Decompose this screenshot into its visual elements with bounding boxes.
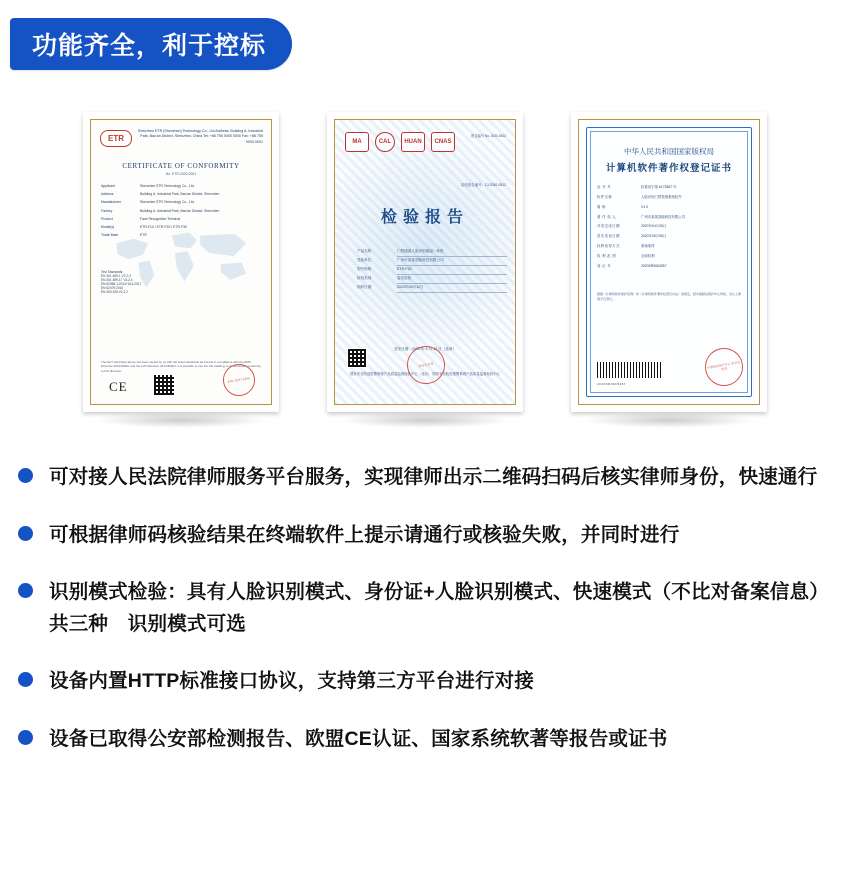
field-key: 受检单位: [357, 257, 372, 262]
report-field: [357, 275, 507, 284]
certificate-field: [101, 192, 265, 196]
standard-item: EN 301 489-17 V3.2.4: [101, 278, 133, 282]
barcode-icon: [597, 362, 663, 378]
barcode-label: 2020SR0663287: [597, 382, 627, 386]
field-key: 权利取得方式: [597, 244, 620, 249]
field-key: Applicant: [101, 184, 115, 188]
certificate-standards-block: [101, 270, 269, 294]
standards-label: Test Standards:: [101, 270, 124, 274]
field-key: Address: [101, 192, 114, 197]
ce-marking-icon: CE: [109, 379, 128, 394]
field-value: 2020年04月26日: [641, 224, 667, 229]
field-key: 著 作 权 人: [597, 214, 617, 219]
feature-bullet-item: [18, 462, 820, 494]
certificate-field: [101, 184, 265, 188]
report-field: [357, 257, 507, 266]
field-key: Manufacturer: [101, 200, 121, 205]
certificate-field: [101, 217, 265, 221]
standard-item: EN 300 328 V2.2.2: [101, 290, 128, 294]
certificate-company-header: Shenzhen ETR (Shenzhen) Technology Co., Ltd Address: Building A, Industrial Park, Bao'an District, Shenzhen, China Tel: +86 755 0000 0000 Fax: +86 755 0000 0001: [137, 129, 263, 144]
field-key: 型号规格: [357, 266, 372, 271]
certificate-frame-inner: [334, 119, 516, 405]
certificate-shadow: [583, 412, 755, 428]
certificate-frame-inner: [90, 119, 272, 405]
field-key: 首次发表日期: [597, 234, 620, 239]
certificate-field: [101, 225, 265, 229]
field-key: 简 称: [597, 204, 606, 209]
field-key: 开发完成日期: [597, 224, 620, 229]
cal-mark-icon: CAL: [375, 132, 395, 152]
field-key: Factory: [101, 208, 113, 213]
bullet-dot-icon: [18, 468, 33, 483]
report-field: [357, 284, 507, 293]
field-value: 2020SR0663287: [641, 263, 667, 268]
field-value: ETR-F20: [397, 266, 507, 275]
field-value: 门禁通道人脸识别测温一体机: [397, 248, 507, 257]
certificate-field: [101, 233, 265, 237]
copyright-field: [597, 223, 755, 229]
standard-item: EN 62368-1:2014+A11:2017: [101, 282, 142, 286]
red-seal-stamp-icon: 检验专用章: [404, 343, 448, 387]
copyright-field: [597, 243, 755, 249]
certificate-software-copyright: [571, 112, 767, 412]
certificate-title: CERTIFICATE OF CONFORMITY: [122, 162, 240, 170]
accreditation-marks: [345, 132, 455, 152]
field-key: Product: [101, 216, 113, 221]
copyright-authority-name: 中华人民共和国国家版权局: [624, 147, 714, 156]
certificate-field-list: [101, 184, 265, 241]
bullet-dot-icon: [18, 730, 33, 745]
copyright-field: [597, 263, 755, 269]
report-title: 检验报告: [380, 209, 469, 226]
feature-bullet-item: [18, 666, 820, 698]
cnas-mark-icon: CNAS: [431, 132, 455, 152]
copyright-field: [597, 184, 755, 190]
report-issuing-organization: 国家安全防范报警系统产品质量监督检验中心（北京） 国家安全防范报警系统产品质量监督检验中心: [349, 372, 501, 377]
field-value: ETR: [140, 233, 147, 238]
report-number: 检验报告编号：ZJ-2020-0512: [461, 183, 506, 187]
certificate-shadow: [339, 412, 511, 428]
copyright-field: [597, 204, 755, 210]
feature-bullet-text: 可根据律师码核验结果在终端软件上提示请通行或核验失败，并同时进行: [49, 523, 680, 546]
field-value: Building A, Industrial Park, Bao'an District, Shenzhen: [140, 208, 220, 213]
feature-bullet-text: 设备内置HTTP标准接口协议，支持第三方平台进行对接: [49, 670, 535, 693]
copyright-field: [597, 194, 755, 200]
section-header-badge: [10, 18, 292, 70]
report-field: [357, 248, 507, 257]
field-key: 权 利 范 围: [597, 254, 617, 259]
bullet-dot-icon: [18, 583, 33, 598]
bullet-dot-icon: [18, 526, 33, 541]
certificate-frame-inner: [578, 119, 760, 405]
standard-item: EN 301 489-1 V2.2.3: [101, 274, 131, 278]
copyright-note: 根据《计算机软件保护条例》和《计算机软件著作权登记办法》的规定，经中国版权保护中心审核，对以上事项予以登记。: [597, 292, 742, 302]
certificate-shadow: [95, 412, 267, 428]
field-value: 委托检验: [397, 275, 507, 284]
certificate-subtitle: No. ETR-2020-0001: [165, 172, 197, 176]
bullet-dot-icon: [18, 672, 33, 687]
field-key: 证 书 号: [597, 185, 612, 189]
certificate-ce-conformity: [83, 112, 279, 412]
field-key: 登 记 号: [597, 263, 612, 268]
red-seal-stamp-icon: 中国版权保护中心 登记专用章: [702, 345, 746, 389]
standard-item: EN 62479:2010: [101, 286, 124, 290]
red-seal-stamp-icon: ETR TEST SEAL: [220, 361, 257, 398]
copyright-field: [597, 233, 755, 239]
field-value: 人脸识别门禁管理系统软件: [641, 194, 682, 199]
report-field: [357, 266, 507, 275]
feature-bullet-item: [18, 577, 820, 640]
copyright-field: [597, 214, 755, 220]
feature-bullet-item: [18, 724, 820, 756]
report-issue-date: 签发日期：2020 年 6 月 12 日（盖章）: [393, 347, 457, 351]
feature-bullet-text: 识别模式检验：具有人脸识别模式、身份证+人脸识别模式、快速模式（不比对备案信息）共三种 识别模式可选: [49, 581, 820, 635]
feature-bullet-text: 可对接人民法院律师服务平台服务，实现律师出示二维码扫码后核实律师身份，快速通行: [49, 466, 818, 488]
report-code: 报告编号 No. 2020-0512: [471, 134, 506, 138]
etr-logo-icon: ETR: [100, 130, 132, 147]
report-field-list: [357, 248, 507, 293]
field-value: 全部权利: [641, 254, 655, 259]
certificate-gallery: [0, 112, 850, 432]
field-value: 广州市某某智能科技有限公司: [641, 214, 686, 219]
qr-code-icon: [153, 374, 175, 396]
field-value: 2020年05月08日: [641, 234, 667, 239]
certificate-footnote: The EUT described above has been tested by us with the listed standards and found in compliance with the EMC Directive 2014/30/EU and the LVD Directive 2014/35/EU. It is possible to use the CE marking, to demonstrate conformity to this directive.: [101, 359, 261, 374]
field-value: 广州市某某智能科技有限公司: [397, 257, 507, 266]
copyright-certificate-title: 计算机软件著作权登记证书: [605, 164, 732, 174]
certificate-field: [101, 200, 265, 204]
page-title: 功能齐全，利于控标: [32, 32, 267, 60]
field-value: 原始取得: [641, 244, 655, 249]
field-value: V1.0: [641, 204, 648, 209]
field-value: 2020年05月12日: [397, 284, 507, 293]
feature-bullet-list: [0, 462, 850, 781]
field-key: 软件名称: [597, 194, 613, 199]
field-value: ETR-F10 / ETR-F20 / ETR-F30: [140, 224, 187, 229]
field-value: Shenzhen ETR Technology Co., Ltd.: [140, 200, 195, 205]
huan-mark-icon: HUAN: [401, 132, 425, 152]
certificate-field: [101, 209, 265, 213]
field-key: 检验类别: [357, 275, 372, 280]
field-key: Model(s): [101, 224, 115, 229]
certificate-inspection-report: [327, 112, 523, 412]
field-key: Trade Mark: [101, 233, 119, 238]
field-key: 抽样日期: [357, 284, 372, 289]
field-value: 软著登字第 6173867 号: [641, 185, 677, 189]
field-value: Building A, Industrial Park, Bao'an District, Shenzhen: [140, 192, 220, 197]
copyright-field-list: [597, 184, 755, 273]
field-key: 产品名称: [357, 249, 372, 253]
feature-bullet-text: 设备已取得公安部检测报告、欧盟CE认证、国家系统软著等报告或证书: [49, 727, 668, 750]
feature-bullet-item: [18, 520, 820, 552]
copyright-field: [597, 253, 755, 259]
ma-mark-icon: MA: [345, 132, 369, 152]
field-value: Shenzhen ETR Technology Co., Ltd.: [140, 184, 195, 188]
field-value: Face Recognition Terminal: [140, 216, 181, 221]
